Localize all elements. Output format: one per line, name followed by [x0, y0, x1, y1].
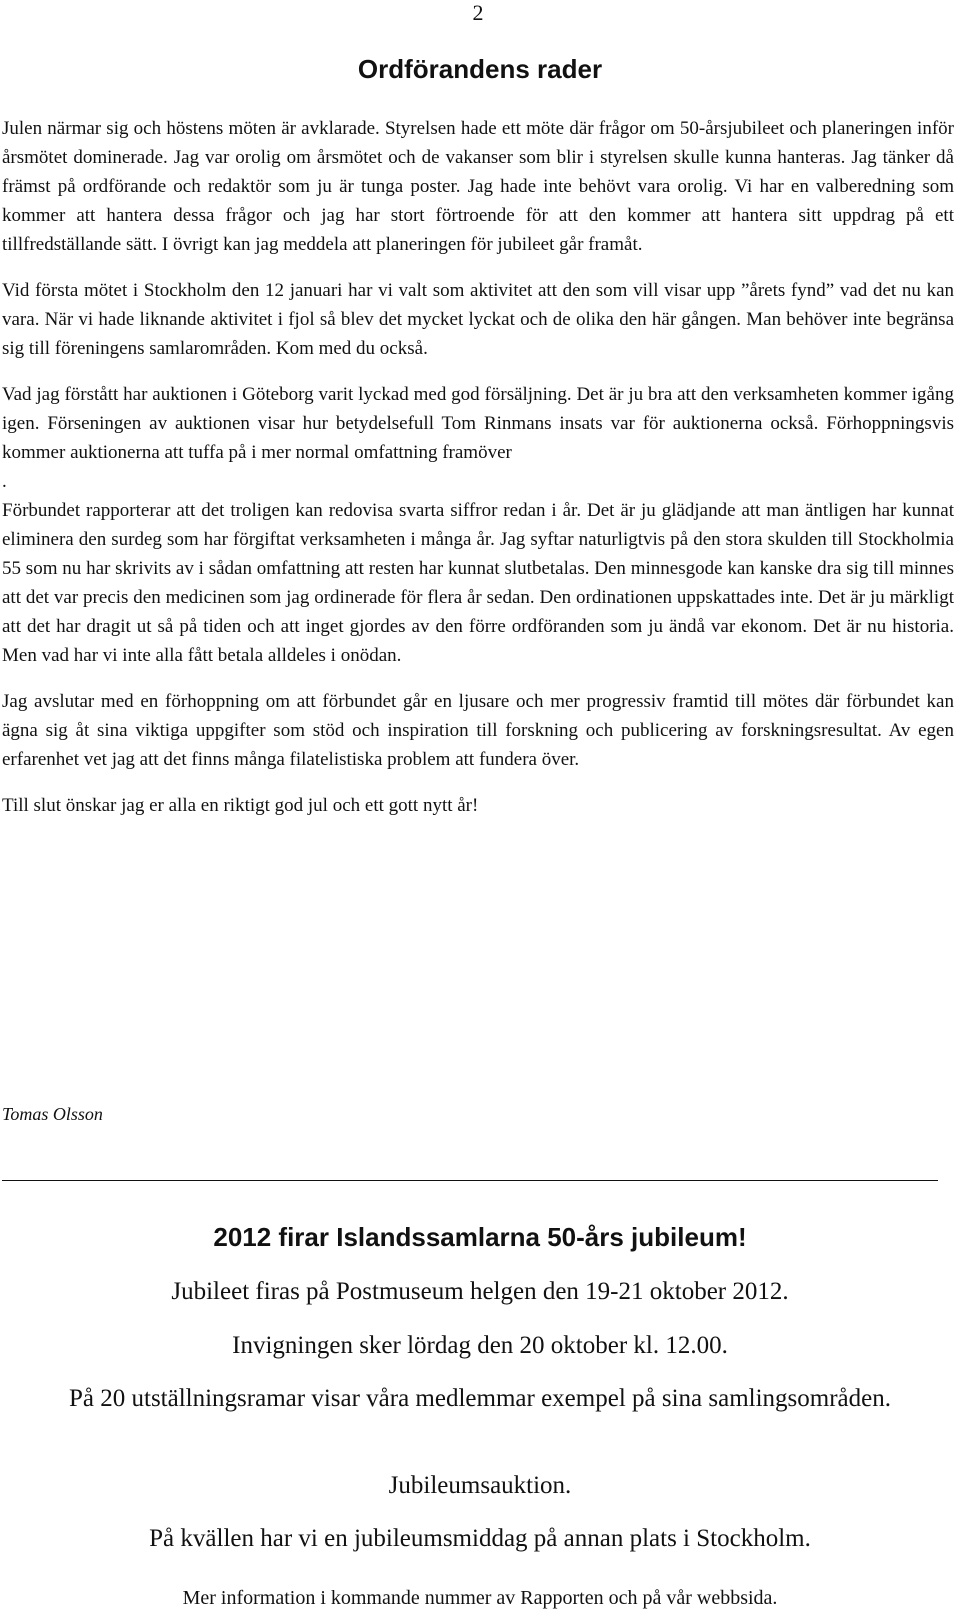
paragraph-period: .	[2, 471, 7, 492]
paragraph-1: Julen närmar sig och höstens möten är avklarade. Styrelsen hade ett möte där frågor om 50-årsjubileet och planeringen inför årsmötet dominerade. Jag var orolig om årsmötet och de vakanser som blir i styrelsen skulle kunna hanteras. Jag tänker då främst på ordförande och redaktör som ju är tunga poster. Jag hade inte behövt vara orolig. Vi har en valberedning som kommer att hantera dessa frågor och jag har stort förtroende för att den kommer att hantera sitt uppdrag på ett tillfredställande sätt. I övrigt kan jag meddela att planeringen för jubileet går framåt.	[2, 118, 954, 255]
signature: Tomas Olsson	[2, 1104, 103, 1124]
article-body	[2, 114, 954, 820]
jubilee-more-info: Mer information i kommande nummer av Rapporten och på vår webbsida.	[182, 1587, 778, 1609]
paragraph-6: Till slut önskar jag er alla en riktigt god jul och ett gott nytt år!	[2, 795, 479, 816]
paragraph-3: Vad jag förstått har auktionen i Göteborg varit lyckad med god försäljning. Det är ju bra att den verksamheten kommer igång igen. Förseningen av auktionen visar hur betydelsefull Tom Rinmans insats var för auktionerna också. Förhoppningsvis kommer auktionerna att tuffa på i mer normal omfattning framöver	[2, 384, 954, 463]
jubilee-line-auction: Jubileumsauktion.	[388, 1472, 572, 1499]
jubilee-line-dates: Jubileet firas på Postmuseum helgen den 19-21 oktober 2012.	[171, 1278, 789, 1305]
jubilee-line-dinner: På kvällen har vi en jubileumsmiddag på annan plats i Stockholm.	[149, 1525, 811, 1552]
divider-line	[2, 1180, 938, 1181]
jubilee-line-opening: Invigningen sker lördag den 20 oktober kl. 12.00.	[232, 1332, 728, 1359]
page-number: 2	[472, 0, 484, 25]
paragraph-2: Vid första mötet i Stockholm den 12 januari har vi valt som aktivitet att den som vill visar upp ”årets fynd” vad det nu kan vara. När vi hade liknande aktivitet i fjol så blev det mycket lyckat och de olika den här gången. Man behöver inte begränsa sig till föreningens samlarområden. Kom med du också.	[2, 280, 954, 359]
article-heading: Ordförandens rader	[357, 54, 603, 84]
paragraph-4: Förbundet rapporterar att det troligen kan redovisa svarta siffror redan i år. Det är ju glädjande att man äntligen har kunnat eliminera den surdeg som har förgiftat verksamheten i många år. Jag syftar naturligtvis på den stora skulden till Stockholmia 55 som nu har skrivits av i sådan omfattning att resten har kunnat slutbetalas. Den minnesgode kan kanske dra sig till minnes att det var precis den medicinen som jag ordinerade för flera år sedan. Den ordinationen uppskattades inte. Det är ju märkligt att det har dragit ut så på tiden och att inget gjordes av den förre ordföranden som ju ändå var ekonom. Det är nu historia. Men vad har vi inte alla fått betala alldeles i onödan.	[2, 500, 954, 666]
paragraph-5: Jag avslutar med en förhoppning om att förbundet går en ljusare och mer progressiv framtid till mötes där förbundet kan ägna sig åt sina viktiga uppgifter som stöd och inspiration till forskning och publicering av forskningsresultat. Av egen erfarenhet vet jag att det finns många filatelistiska problem att fundera över.	[2, 691, 954, 770]
jubilee-title: 2012 firar Islandssamlarna 50-års jubileum!	[213, 1222, 747, 1252]
jubilee-line-exhibition: På 20 utställningsramar visar våra medlemmar exempel på sina samlingsområden.	[69, 1385, 891, 1412]
